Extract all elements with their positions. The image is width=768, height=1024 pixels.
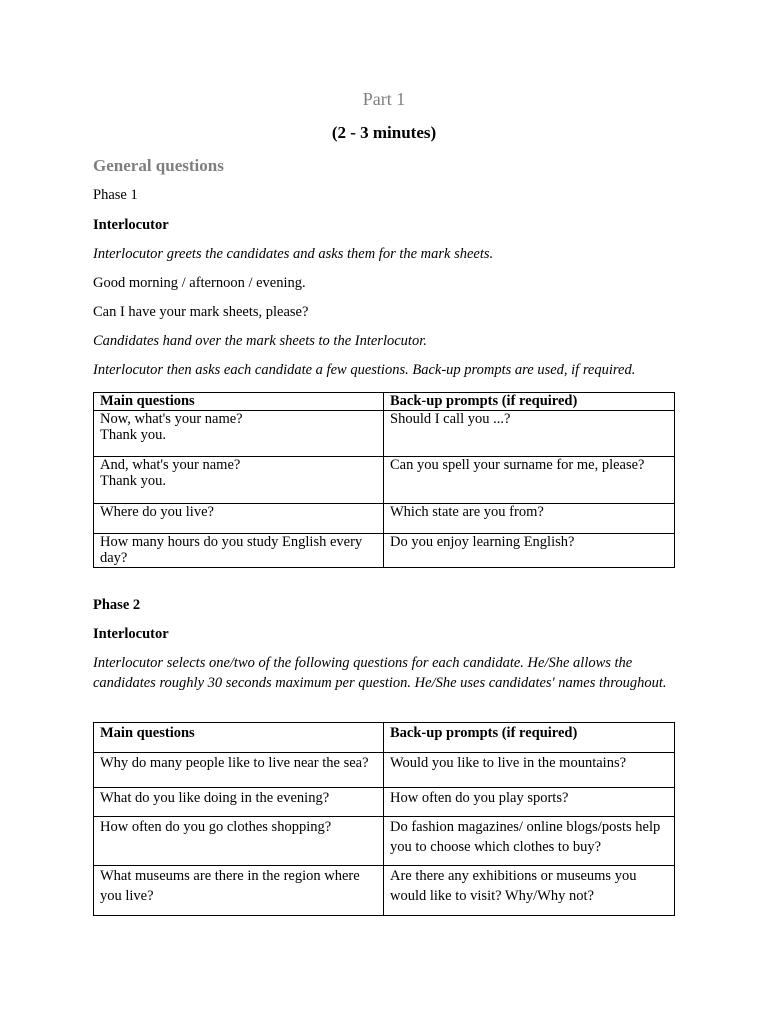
table-header-row xyxy=(94,723,675,753)
main-question-line: Now, what's your name? xyxy=(100,410,243,427)
header-backup-prompts: Back-up prompts (if required) xyxy=(384,723,675,753)
phase1-instruction1: Interlocutor greets the candidates and asks them for the mark sheets. xyxy=(93,246,494,262)
table-row xyxy=(94,410,675,456)
main-question-cell: Why do many people like to live near the sea? xyxy=(94,753,384,788)
main-question-line: And, what's your name? xyxy=(100,456,241,473)
phase1-role: Interlocutor xyxy=(93,217,169,233)
main-question-cell: How many hours do you study English every day? xyxy=(94,533,384,567)
main-question-cell xyxy=(94,410,384,456)
main-question-cell: What do you like doing in the evening? xyxy=(94,788,384,817)
phase2-label: Phase 2 xyxy=(93,597,141,613)
phase2-instruction: Interlocutor selects one/two of the following questions for each candidate. He/She allows the candidates roughly 30 seconds maximum per question. He/She uses candidates' names throughout. xyxy=(93,655,667,691)
phase1-greeting: Good morning / afternoon / evening. xyxy=(93,275,306,291)
backup-prompt-cell: Do you enjoy learning English? xyxy=(384,533,675,567)
duration: (2 - 3 minutes) xyxy=(331,123,437,142)
backup-prompt-cell: Are there any exhibitions or museums you would like to visit? Why/Why not? xyxy=(384,866,675,916)
backup-prompt-cell: Would you like to live in the mountains? xyxy=(384,753,675,788)
phase1-instruction2: Candidates hand over the mark sheets to the Interlocutor. xyxy=(93,333,427,349)
header-main-questions: Main questions xyxy=(94,723,384,753)
table-header-row xyxy=(94,393,675,411)
backup-prompt-cell: Do fashion magazines/ online blogs/posts help you to choose which clothes to buy? xyxy=(384,817,675,866)
backup-prompt-cell: Which state are you from? xyxy=(384,503,675,533)
table-row xyxy=(94,788,675,817)
table-row xyxy=(94,866,675,916)
table-row xyxy=(94,533,675,567)
backup-prompt-cell: Should I call you ...? xyxy=(384,410,675,456)
table-row xyxy=(94,753,675,788)
main-question-cell xyxy=(94,456,384,503)
phase1-table xyxy=(93,392,675,568)
main-question-cell: How often do you go clothes shopping? xyxy=(94,817,384,866)
phase2-role: Interlocutor xyxy=(93,626,169,642)
phase2-table xyxy=(93,722,675,916)
table-row xyxy=(94,456,675,503)
phase1-label: Phase 1 xyxy=(93,187,138,203)
phase1-instruction3: Interlocutor then asks each candidate a few questions. Back-up prompts are used, if required. xyxy=(93,362,636,378)
section-heading: General questions xyxy=(93,156,224,175)
main-question-line: Thank you. xyxy=(100,427,167,443)
header-backup-prompts: Back-up prompts (if required) xyxy=(384,393,675,411)
main-question-cell: What museums are there in the region where you live? xyxy=(94,866,384,916)
header-main-questions: Main questions xyxy=(94,393,384,411)
main-question-line: Thank you. xyxy=(100,473,167,489)
phase1-request: Can I have your mark sheets, please? xyxy=(93,304,309,320)
table-row xyxy=(94,817,675,866)
backup-prompt-cell: How often do you play sports? xyxy=(384,788,675,817)
part-title: Part 1 xyxy=(362,89,406,109)
backup-prompt-cell: Can you spell your surname for me, please? xyxy=(384,456,675,503)
table-row xyxy=(94,503,675,533)
main-question-cell: Where do you live? xyxy=(94,503,384,533)
